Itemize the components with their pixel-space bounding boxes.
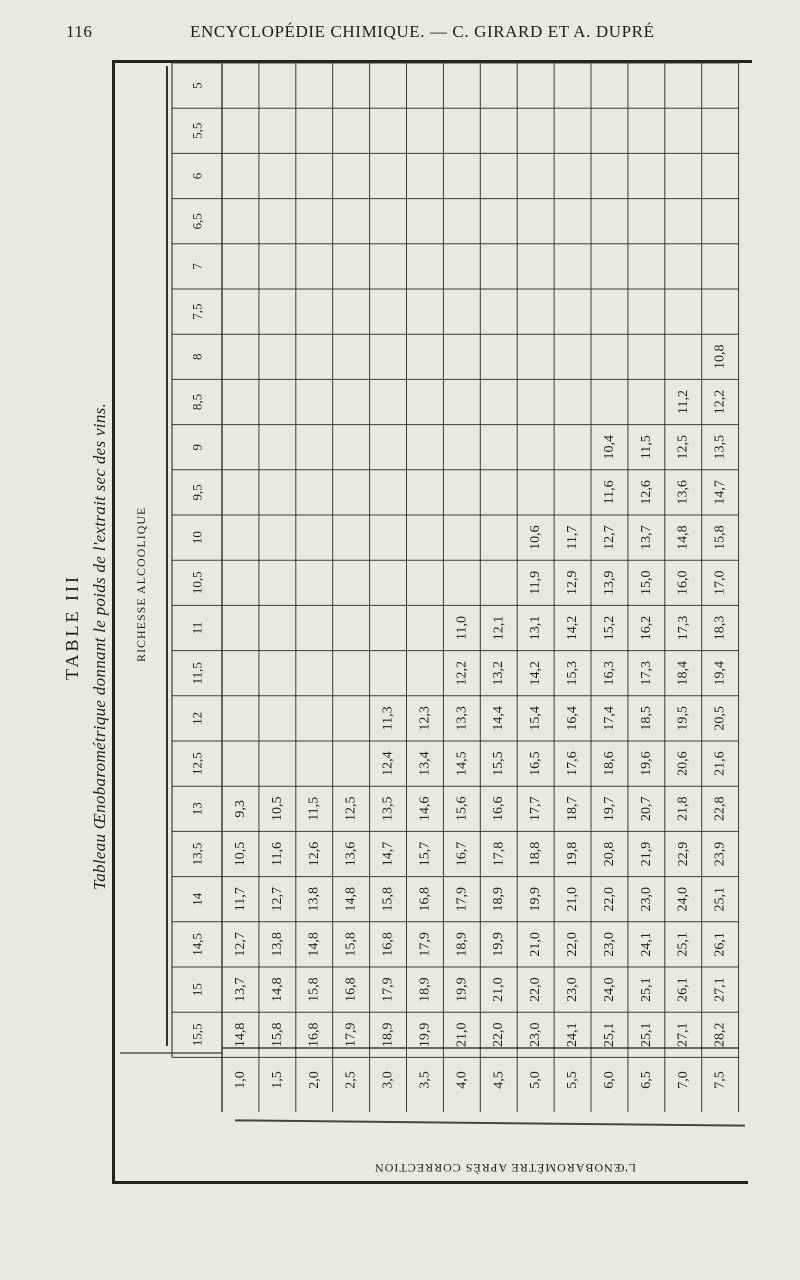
table-cell: 25,1: [712, 886, 728, 912]
table-cell: 11,6: [269, 842, 285, 866]
table-cell: 21,0: [491, 977, 507, 1002]
column-header: 6: [189, 172, 205, 180]
table-cell: 20,5: [712, 706, 728, 731]
table-cell: 19,9: [454, 977, 470, 1002]
table-cell: 13,1: [528, 615, 544, 641]
table-cell: 11,0: [454, 616, 470, 640]
table-cell: 14,8: [675, 525, 691, 550]
table-cell: 17,9: [417, 932, 433, 957]
column-header: 9: [189, 443, 205, 451]
table-cell: 28,2: [712, 1022, 728, 1048]
table-cell: 9,3: [232, 800, 248, 818]
table-cell: 13,8: [306, 886, 322, 912]
table-cell: 16,7: [454, 841, 470, 867]
table-cell: 16,5: [528, 751, 544, 776]
table-cell: 22,8: [712, 796, 728, 822]
column-header: 10,5: [189, 571, 205, 595]
row-reading-label: 4,0: [454, 1071, 470, 1089]
table-cell: 19,6: [638, 751, 654, 776]
table-cell: 21,0: [454, 1022, 470, 1048]
column-header: 9,5: [189, 484, 205, 501]
table-cell: 11,3: [380, 706, 396, 731]
column-header: 7: [189, 263, 205, 270]
table-cell: 23,0: [638, 886, 654, 912]
table-cell: 14,6: [417, 796, 433, 822]
table-cell: 12,6: [638, 480, 654, 505]
column-header: 7,5: [189, 303, 205, 320]
table-cell: 12,1: [491, 615, 507, 641]
table-cell: 13,3: [454, 706, 470, 731]
table-cell: 17,3: [675, 615, 691, 641]
column-header: 11,5: [189, 662, 205, 685]
table-cell: 15,4: [528, 706, 544, 731]
table-cell: 16,2: [638, 615, 654, 641]
column-group-label: RICHESSE ALCOOLIQUE: [134, 506, 148, 662]
row-reading-label: 3,5: [417, 1071, 433, 1089]
column-header: 12: [189, 711, 205, 725]
table-label: TABLE III: [62, 573, 82, 680]
table-cell: 12,2: [454, 660, 470, 686]
table-cell: 25,1: [638, 1022, 654, 1048]
table-cell: 19,9: [491, 932, 507, 957]
row-reading-label: 3,0: [380, 1071, 396, 1089]
table-cell: 12,3: [417, 706, 433, 731]
table-cell: 13,5: [380, 796, 396, 822]
table-cell: 24,1: [565, 1022, 581, 1048]
table-cell: 13,6: [675, 480, 691, 505]
table-cell: 19,4: [712, 660, 728, 686]
table-cell: 15,0: [638, 570, 654, 596]
column-header: 8: [189, 353, 205, 361]
column-header: 8,5: [189, 393, 205, 411]
table-cell: 11,9: [528, 570, 544, 595]
table-cell: 13,5: [712, 434, 728, 460]
table-cell: 12,7: [269, 886, 285, 912]
row-reading-label: 4,5: [491, 1071, 507, 1089]
table-cell: 13,4: [417, 751, 433, 776]
table-cell: 11,6: [601, 480, 617, 505]
table-cell: 14,8: [232, 1022, 248, 1048]
table-cell: 15,2: [601, 615, 617, 641]
table-cell: 17,9: [343, 1022, 359, 1048]
column-header: 5: [189, 82, 205, 89]
row-reading-label: 7,5: [712, 1071, 728, 1089]
table-cell: 10,5: [232, 841, 248, 867]
table-cell: 15,5: [491, 751, 507, 776]
table-cell: 14,8: [343, 886, 359, 912]
table-cell: 24,0: [675, 886, 691, 912]
column-header: 6,5: [189, 213, 205, 230]
table-cell: 23,0: [565, 977, 581, 1002]
table-cell: 14,2: [565, 615, 581, 641]
table-cell: 22,0: [491, 1022, 507, 1048]
column-header: 15,5: [189, 1023, 205, 1047]
row-reading-label: 2,0: [306, 1071, 322, 1089]
table-cell: 15,7: [417, 841, 433, 867]
table-cell: 10,6: [528, 525, 544, 550]
table-cell: 11,7: [565, 525, 581, 550]
table-cell: 15,8: [343, 932, 359, 957]
column-header: 14: [189, 892, 205, 906]
table-cell: 10,5: [269, 796, 285, 822]
table-cell: 19,5: [675, 706, 691, 731]
table-cell: 22,0: [528, 977, 544, 1002]
table-cell: 13,2: [491, 660, 507, 686]
column-header: 10: [189, 531, 205, 545]
table-cell: 21,6: [712, 751, 728, 776]
page-number: 116: [66, 22, 93, 41]
table-cell: 21,0: [565, 886, 581, 912]
row-reading-label: 1,0: [232, 1071, 248, 1089]
table-cell: 12,5: [675, 434, 691, 460]
table-cell: 17,8: [491, 841, 507, 867]
table-cell: 21,0: [528, 932, 544, 957]
table-cell: 16,8: [417, 886, 433, 912]
table-cell: 20,8: [601, 841, 617, 867]
table-cell: 19,8: [565, 841, 581, 867]
table-cell: 15,6: [454, 796, 470, 822]
table-cell: 23,9: [712, 841, 728, 867]
table-cell: 22,0: [601, 886, 617, 912]
table-cell: 10,4: [601, 434, 617, 460]
table-cell: 24,0: [601, 977, 617, 1002]
table-cell: 16,6: [491, 796, 507, 822]
row-reading-label: 5,5: [565, 1071, 581, 1089]
table-cell: 23,0: [601, 932, 617, 957]
table-cell: 14,8: [306, 932, 322, 957]
column-header: 12,5: [189, 752, 205, 775]
table-cell: 14,4: [491, 706, 507, 731]
table-cell: 10,8: [712, 344, 728, 370]
table-cell: 16,8: [380, 932, 396, 957]
table-cell: 18,5: [638, 706, 654, 731]
table-cell: 14,7: [380, 841, 396, 867]
table-caption: Tableau Œnobarométrique donnant le poids de l'extrait sec des vins.: [90, 402, 109, 890]
table-cell: 11,5: [638, 435, 654, 460]
table-cell: 14,2: [528, 660, 544, 686]
table-cell: 12,4: [380, 751, 396, 776]
table-cell: 22,0: [565, 932, 581, 957]
table-cell: 16,8: [306, 1022, 322, 1048]
row-reading-label: 6,5: [638, 1071, 654, 1089]
table-cell: 23,0: [528, 1022, 544, 1048]
table-cell: 11,7: [232, 887, 248, 912]
table-cell: 25,1: [601, 1022, 617, 1048]
row-group-label: L'ŒNOBAROMÈTRE APRÈS CORRECTION: [374, 1161, 636, 1175]
table-cell: 17,0: [712, 570, 728, 596]
table-cell: 15,8: [306, 977, 322, 1002]
row-reading-label: 1,5: [269, 1071, 285, 1089]
table-cell: 24,1: [638, 932, 654, 957]
table-cell: 17,6: [565, 751, 581, 776]
running-head: ENCYCLOPÉDIE CHIMIQUE. — C. GIRARD ET A. DUPRÉ: [190, 22, 655, 41]
table-cell: 18,6: [601, 751, 617, 776]
table-cell: 19,9: [417, 1022, 433, 1048]
table-cell: 20,7: [638, 796, 654, 822]
table-cell: 25,1: [638, 977, 654, 1002]
row-reading-label: 7,0: [675, 1071, 691, 1089]
table-cell: 27,1: [675, 1022, 691, 1048]
table-cell: 15,3: [565, 660, 581, 686]
table-cell: 26,1: [712, 932, 728, 957]
table-cell: 15,8: [269, 1022, 285, 1048]
table-cell: 15,8: [380, 886, 396, 912]
table-cell: 18,8: [528, 841, 544, 867]
table-cell: 12,5: [343, 796, 359, 822]
table-cell: 22,9: [675, 841, 691, 867]
table-cell: 13,6: [343, 841, 359, 867]
column-header: 13,5: [189, 842, 205, 866]
table-cell: 12,2: [712, 389, 728, 415]
table-cell: 12,9: [565, 570, 581, 596]
table-cell: 16,4: [565, 706, 581, 731]
table-cell: 14,8: [269, 977, 285, 1002]
table-cell: 18,3: [712, 615, 728, 641]
table-cell: 19,9: [528, 886, 544, 912]
table-cell: 18,7: [565, 796, 581, 822]
table-cell: 13,7: [638, 525, 654, 550]
table-cell: 17,9: [454, 886, 470, 912]
column-header: 5,5: [189, 122, 205, 139]
row-reading-label: 5,0: [528, 1071, 544, 1089]
table-cell: 16,0: [675, 570, 691, 596]
table-cell: 14,5: [454, 751, 470, 776]
table-cell: 16,8: [343, 977, 359, 1002]
table-cell: 17,3: [638, 660, 654, 686]
table-cell: 13,7: [232, 977, 248, 1002]
row-reading-label: 2,5: [343, 1071, 359, 1089]
column-header: 11: [189, 621, 205, 635]
table-cell: 20,6: [675, 751, 691, 776]
table-cell: 19,7: [601, 796, 617, 822]
table-cell: 18,9: [380, 1022, 396, 1048]
table-cell: 17,4: [601, 706, 617, 731]
table-cell: 21,8: [675, 796, 691, 822]
table-cell: 13,9: [601, 570, 617, 596]
table-cell: 27,1: [712, 977, 728, 1002]
table-cell: 13,8: [269, 932, 285, 957]
table-cell: 25,1: [675, 932, 691, 957]
column-header: 13: [189, 802, 205, 816]
table-cell: 12,7: [601, 525, 617, 550]
table-cell: 11,5: [306, 796, 322, 821]
column-header: 14,5: [189, 933, 205, 956]
table-cell: 18,9: [491, 886, 507, 912]
table-cell: 21,9: [638, 841, 654, 867]
table-cell: 12,6: [306, 841, 322, 867]
table-cell: 16,3: [601, 660, 617, 686]
table-cell: 17,7: [528, 796, 544, 822]
table-cell: 14,7: [712, 480, 728, 505]
table-cell: 26,1: [675, 977, 691, 1002]
table-cell: 15,8: [712, 525, 728, 550]
column-header: 15: [189, 983, 205, 997]
table-cell: 18,9: [417, 977, 433, 1002]
table-cell: 11,2: [675, 390, 691, 414]
table-cell: 18,4: [675, 660, 691, 686]
table-cell: 18,9: [454, 932, 470, 957]
table-cell: 12,7: [232, 932, 248, 957]
row-reading-label: 6,0: [601, 1071, 617, 1089]
table-cell: 17,9: [380, 977, 396, 1002]
